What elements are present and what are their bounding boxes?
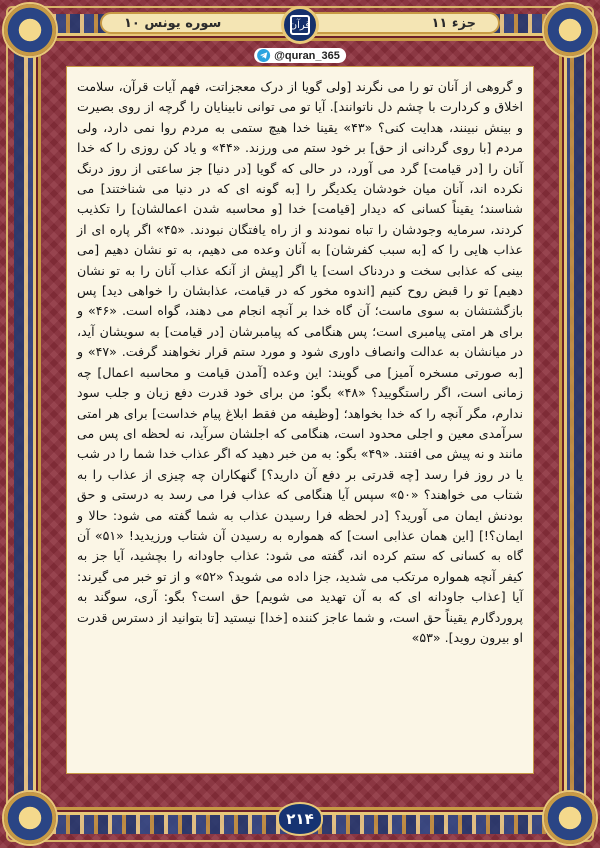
sura-label: سوره یونس ۱۰	[124, 15, 222, 31]
telegram-icon	[257, 49, 270, 62]
juz-label: جزء ۱۱	[431, 15, 476, 31]
quran-logo-icon	[281, 6, 319, 44]
page-number-badge	[277, 802, 323, 836]
corner-medallion-icon	[2, 790, 58, 846]
page-number: ۲۱۴	[286, 810, 314, 828]
channel-handle[interactable]	[254, 48, 346, 63]
channel-handle-text: @quran_365	[274, 49, 340, 62]
corner-medallion-icon	[2, 2, 58, 58]
corner-medallion-icon	[542, 790, 598, 846]
text-panel	[66, 66, 534, 774]
verse-translation-text: و گروهی از آنان تو را می نگرند [ولی گویا از درک معجزاتت، فهم آیات قرآن، سلامت اخلاق و کردارت با چشم دل ناتوانند]. آیا تو می توانی نابینایان را گرچه از روی بصیرت و بینش نبینند، هدایت کنی؟ «۴۳» یقینا خدا هیچ ستمی به مردم روا نمی دارد، ولی مردم [با روی گردانی از حق] بر خود ستم می ورزند. «۴۴» و یاد کن روزی را که خدا آنان را [در قیامت] گرد می آورد، در حالی که گویا [در دنیا] جز ساعتی از روز درنگ نکرده اند، آنان میان خودشان یکدیگر را [به گونه ای که در دنیا می شناختند] می شناسند؛ یقیناً کسانی که دیدار [قیامت] خدا [و محاسبه شدن اعمالشان] را تکذیب کردند، سرمایه وجودشان را تباه نمودند و از راه یافتگان نبودند. «۴۵» اگر پاره ای از عذاب هایی را که [به سبب کفرشان] به آنان وعده می دهیم، به تو نشان دهیم [می بینی که عذابی سخت و دردناک است] یا اگر [پیش از آنکه عذاب آنان را به تو نشان دهیم] تو را قبض روح کنیم [اندوه مخور که در قیامت، عذابشان را خواهی دید] پس بازگشتشان به سوی ماست؛ آن گاه خدا بر آنچه انجام می دهند، گواه است. «۴۶» و برای هر امتی پیامبری است؛ پس هنگامی که پیامبرشان [در قیامت] به سویشان آید، در میانشان به عدالت وانصاف داوری شود و مورد ستم قرار نخواهند گرفت. «۴۷» و [به صورتی مسخره آمیز] می گویند: این وعده [آمدن قیامت و محاسبه اعمال] چه زمانی است، اگر راستگویید؟ «۴۸» بگو: من برای خود قدرت دفع زیان و جلب سود ندارم، مگر آنچه را که خدا بخواهد؛ [وظیفه من فقط ابلاغ پیام خداست] برای هر امتی سرآمدی معین و اجلی محدود است، هنگامی که اجلشان سرآید، نه لحظه ای پس می مانند و نه پیش می افتند. «۴۹» بگو: به من خبر دهید که اگر عذاب خدا شما را در شب یا در روز فرا رسد [چه قدرتی بر دفع آن دارید؟] گنهکاران چه چیزی از عذاب را به شتاب می خواهند؟ «۵۰» سپس آیا هنگامی که عذاب فرا می رسد به درستی و حق بودنش ایمان می آورید؟ [در لحظه فرا رسیدن عذاب به شما گفته می شود: حالا و ایمان؟!] [این همان عذابی است] که همواره به رسیدن آن شتاب ورزیدید! «۵۱» آن گاه به کسانی که ستم کرده اند، گفته می شود: عذاب جاودانه را بچشید، آیا جز به کیفر آنچه همواره مرتکب می شدید، جزا داده می شوید؟ «۵۲» و از تو خبر می گیرند: آیا [عذاب جاودانه ای که به آن تهدید می شویم] حق است؟ بگو: آری، سوگند به پروردگارم یقیناً حق است، و شما عاجز کننده [خدا] نیستید [تا بتوانید از دسترس قدرت او بیرون روید]. «۵۳»	[77, 79, 523, 645]
logo-mark: قرآن	[290, 15, 310, 35]
corner-medallion-icon	[542, 2, 598, 58]
